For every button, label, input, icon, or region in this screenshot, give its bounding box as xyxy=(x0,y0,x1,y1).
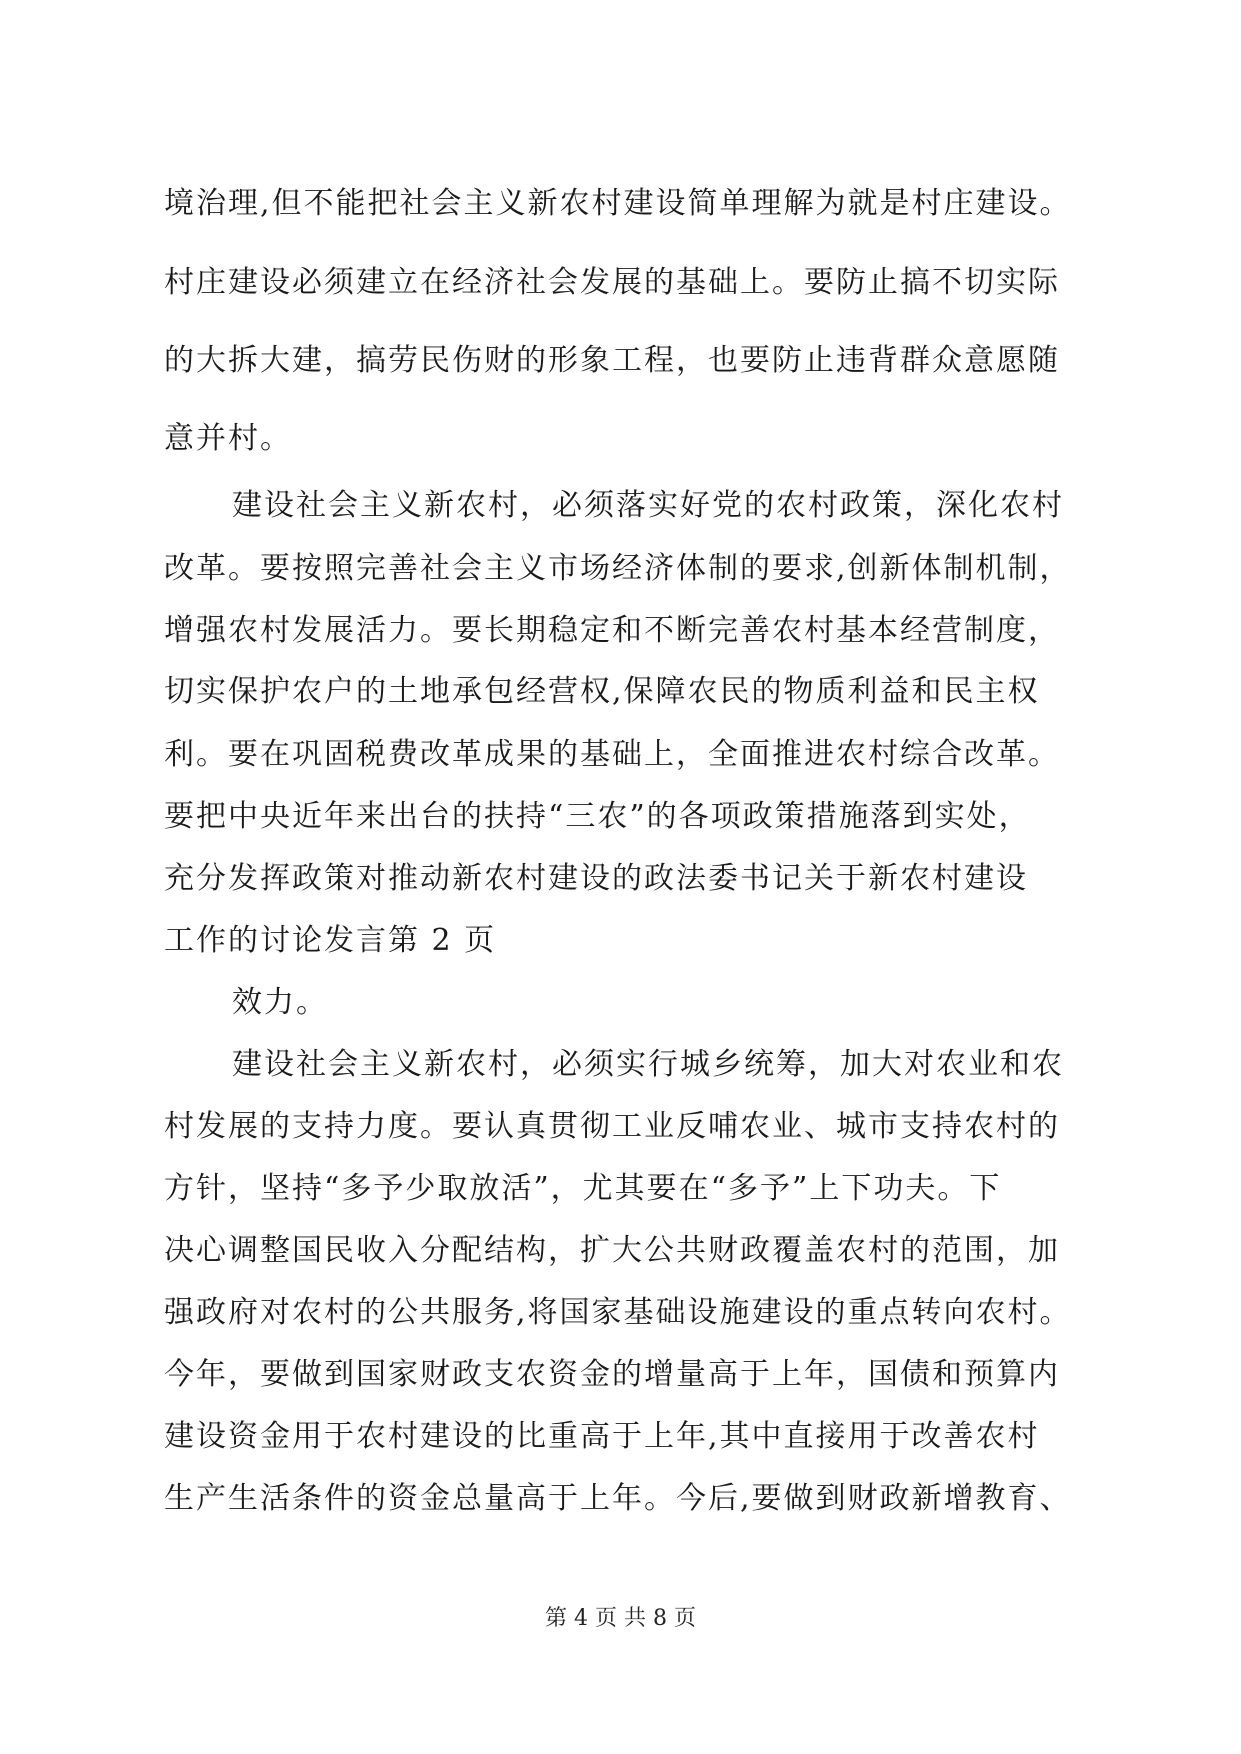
text-line: 村庄建设必须建立在经济社会发展的基础上。要防止搞不切实际 xyxy=(164,265,1060,300)
text-line: 今年，要做到国家财政支农资金的增量高于上年，国债和预算内 xyxy=(164,1357,1060,1392)
text-line: 村发展的支持力度。要认真贯彻工业反哺农业、城市支持农村的 xyxy=(164,1109,1060,1144)
text-line: 强政府对农村的公共服务,将国家基础设施建设的重点转向农村。 xyxy=(164,1295,1072,1330)
text-line: 要把中央近年来出台的扶持“三农”的各项政策措施落到实处， xyxy=(164,799,1031,834)
text-line: 决心调整国民收入分配结构，扩大公共财政覆盖农村的范围，加 xyxy=(164,1233,1060,1268)
text-line: 增强农村发展活力。要长期稳定和不断完善农村基本经营制度， xyxy=(164,613,1060,648)
text-line: 利。要在巩固税费改革成果的基础上，全面推进农村综合改革。 xyxy=(164,737,1060,772)
text-line: 意并村。 xyxy=(164,421,292,456)
text-line: 方针，坚持“多予少取放活”，尤其要在“多予”上下功夫。下 xyxy=(164,1171,1002,1206)
text-line: 境治理,但不能把社会主义新农村建设简单理解为就是村庄建设。 xyxy=(164,186,1072,221)
paragraph-first-line: 效力。 xyxy=(232,985,328,1020)
text-line: 充分发挥政策对推动新农村建设的政法委书记关于新农村建设 xyxy=(164,861,1028,896)
text-line: 切实保护农户的土地承包经营权,保障农民的物质利益和民主权 xyxy=(164,674,1040,709)
text-line: 的大拆大建，搞劳民伤财的形象工程，也要防止违背群众意愿随 xyxy=(164,343,1060,378)
text-line: 生产生活条件的资金总量高于上年。今后,要做到财政新增教育、 xyxy=(164,1481,1072,1516)
paragraph-first-line: 建设社会主义新农村，必须实行城乡统筹，加大对农业和农 xyxy=(232,1047,1064,1082)
page-number-footer: 第 4 页 共 8 页 xyxy=(545,1606,696,1631)
text-line: 改革。要按照完善社会主义市场经济体制的要求,创新体制机制， xyxy=(164,551,1072,586)
text-line: 工作的讨论发言第 2 页 xyxy=(164,923,497,958)
text-line: 建设资金用于农村建设的比重高于上年,其中直接用于改善农村 xyxy=(164,1419,1040,1454)
paragraph-first-line: 建设社会主义新农村，必须落实好党的农村政策，深化农村 xyxy=(232,488,1064,523)
